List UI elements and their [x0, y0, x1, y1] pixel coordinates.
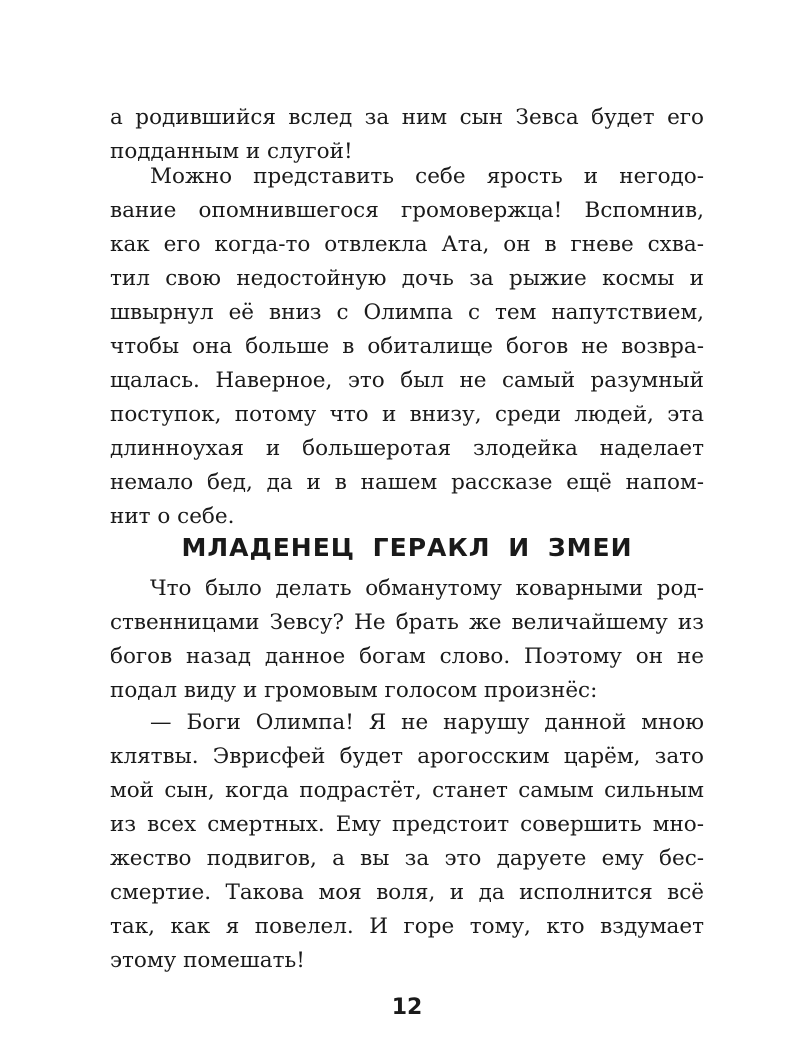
text-line: щалась. Наверное, это был не самый разумный: [110, 368, 704, 393]
text-line: так, как я повелел. И горе тому, кто вздумает: [110, 914, 704, 939]
section-title: МЛАДЕНЕЦ ГЕРАКЛ И ЗМЕИ: [181, 533, 633, 562]
text-line: — Боги Олимпа! Я не нарушу данной мною: [150, 710, 704, 735]
text-line: смертие. Такова моя воля, и да исполнится всё: [110, 880, 704, 905]
text-line: немало бед, да и в нашем рассказе ещё напом-: [110, 470, 704, 495]
text-line: вание опомнившегося громовержца! Вспомнив,: [110, 198, 704, 223]
page-number: 12: [391, 995, 423, 1020]
text-line: Можно представить себе ярость и негодо-: [150, 164, 704, 189]
text-line: клятвы. Эврисфей будет арогосским царём, зато: [110, 744, 704, 769]
book-page: [110, 0, 704, 1048]
text-line: а родившийся вслед за ним сын Зевса будет его: [110, 105, 704, 130]
text-line: чтобы она больше в обиталище богов не возвра-: [110, 334, 704, 359]
text-line: мой сын, когда подрастёт, станет самым сильным: [110, 778, 704, 803]
text-line: жество подвигов, а вы за это даруете ему бес-: [110, 846, 704, 871]
text-line: тил свою недостойную дочь за рыжие космы и: [110, 266, 704, 291]
text-line: подал виду и громовым голосом произнёс:: [110, 678, 598, 703]
text-line: из всех смертных. Ему предстоит совершить мно-: [110, 812, 704, 837]
text-line: подданным и слугой!: [110, 139, 353, 164]
text-line: богов назад данное богам слово. Поэтому он не: [110, 644, 704, 669]
text-line: как его когда-то отвлекла Ата, он в гневе схва-: [110, 232, 704, 257]
text-line: этому помешать!: [110, 948, 305, 973]
text-line: ственницами Зевсу? Не брать же величайшему из: [110, 610, 704, 635]
text-line: швырнул её вниз с Олимпа с тем напутствием,: [110, 300, 704, 325]
text-line: длинноухая и большеротая злодейка наделает: [110, 436, 704, 461]
text-line: нит о себе.: [110, 504, 235, 529]
text-line: Что было делать обманутому коварными род-: [150, 576, 704, 601]
text-line: поступок, потому что и внизу, среди людей, эта: [110, 402, 704, 427]
